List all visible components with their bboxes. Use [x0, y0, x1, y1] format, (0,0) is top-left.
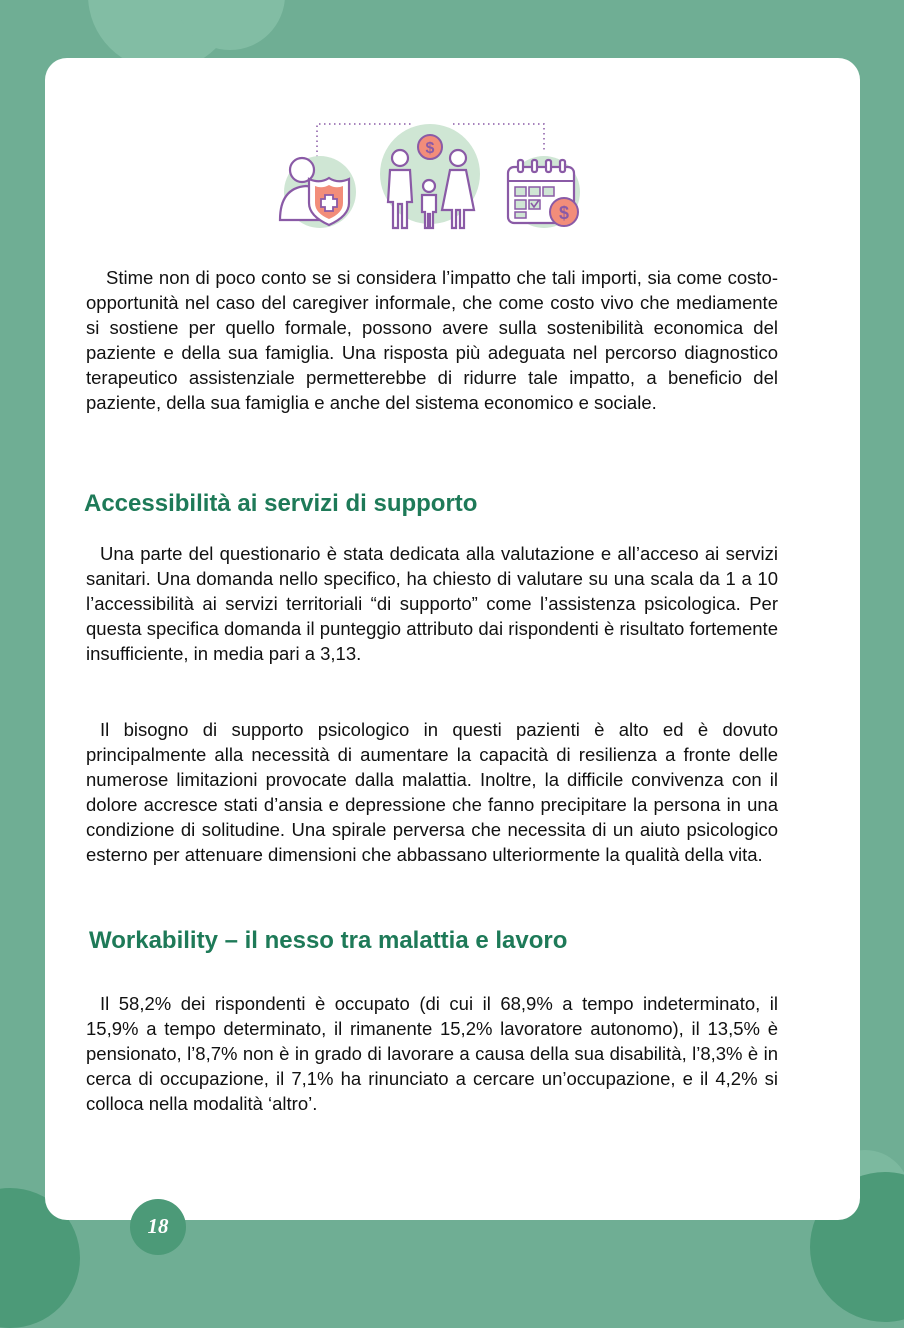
illustration	[270, 112, 590, 237]
paragraph-cost-impact: Stime non di poco conto se si considera l’impatto che tali importi, sia come costo-opportunità nel caso del caregiver informale, che come costo vivo che mediamente si sostiene per quello formale, possono avere sulla sostenibilità economica del paziente e della sua famiglia. Una risposta più adeguata nel percorso diagnostico terapeutico assistenziale permetterebbe di ridurre tale impatto, a beneficio del paziente, della sua famiglia e anche del sistema economico e sociale.	[86, 267, 778, 413]
paragraph-employment-stats: Il 58,2% dei rispondenti è occupato (di cui il 68,9% a tempo indeterminato, il 15,9% a tempo determinato, il rimanente 15,2% lavoratore autonomo), il 13,5% è pensionato, l’8,7% non è in grado di lavorare a causa della sua disabilità, l’8,3% è in cerca di occupazione, il 7,1% ha rinunciato a cercare un’occupazione, e il 4,2% si colloca nella modalità ‘altro’.	[86, 993, 778, 1114]
family-money-icon	[380, 124, 480, 228]
paragraph-psychological-support: Il bisogno di supporto psicologico in questi pazienti è alto ed è dovuto principalmente alla necessità di aumentare la capacità di resilienza a fronte delle numerose limitazioni provocate dalla malattia. Inoltre, la difficile convivenza con il dolore accresce stati d’ansia e depressione che fanno precipitare la persona in una condizione di solitudine. Una spirale perversa che necessita di un aiuto psicologico esterno per attenuare dimensioni che abbassano ulteriormente la qualità della vita.	[86, 719, 778, 865]
calendar-money-icon	[508, 156, 580, 228]
paragraph-questionnaire: Una parte del questionario è stata dedicata alla valutazione e all’acceso ai servizi sanitari. Una domanda nello specifico, ha chiesto di valutare su una scala da 1 a 10 l’accessibilità ai servizi territoriali “di supporto” come l’assistenza psicologica. Per questa specifica domanda il punteggio attributo dai rispondenti è risultato fortemente insufficiente, in media pari a 3,13.	[86, 543, 778, 664]
svg-text:$: $	[558, 203, 570, 223]
patient-shield-icon	[280, 156, 356, 228]
page-number: 18	[147, 1214, 169, 1238]
svg-text:$: $	[425, 140, 435, 157]
heading-accessibility: Accessibilità ai servizi di supporto	[84, 490, 478, 517]
heading-workability: Workability – il nesso tra malattia e lavoro	[89, 927, 568, 954]
